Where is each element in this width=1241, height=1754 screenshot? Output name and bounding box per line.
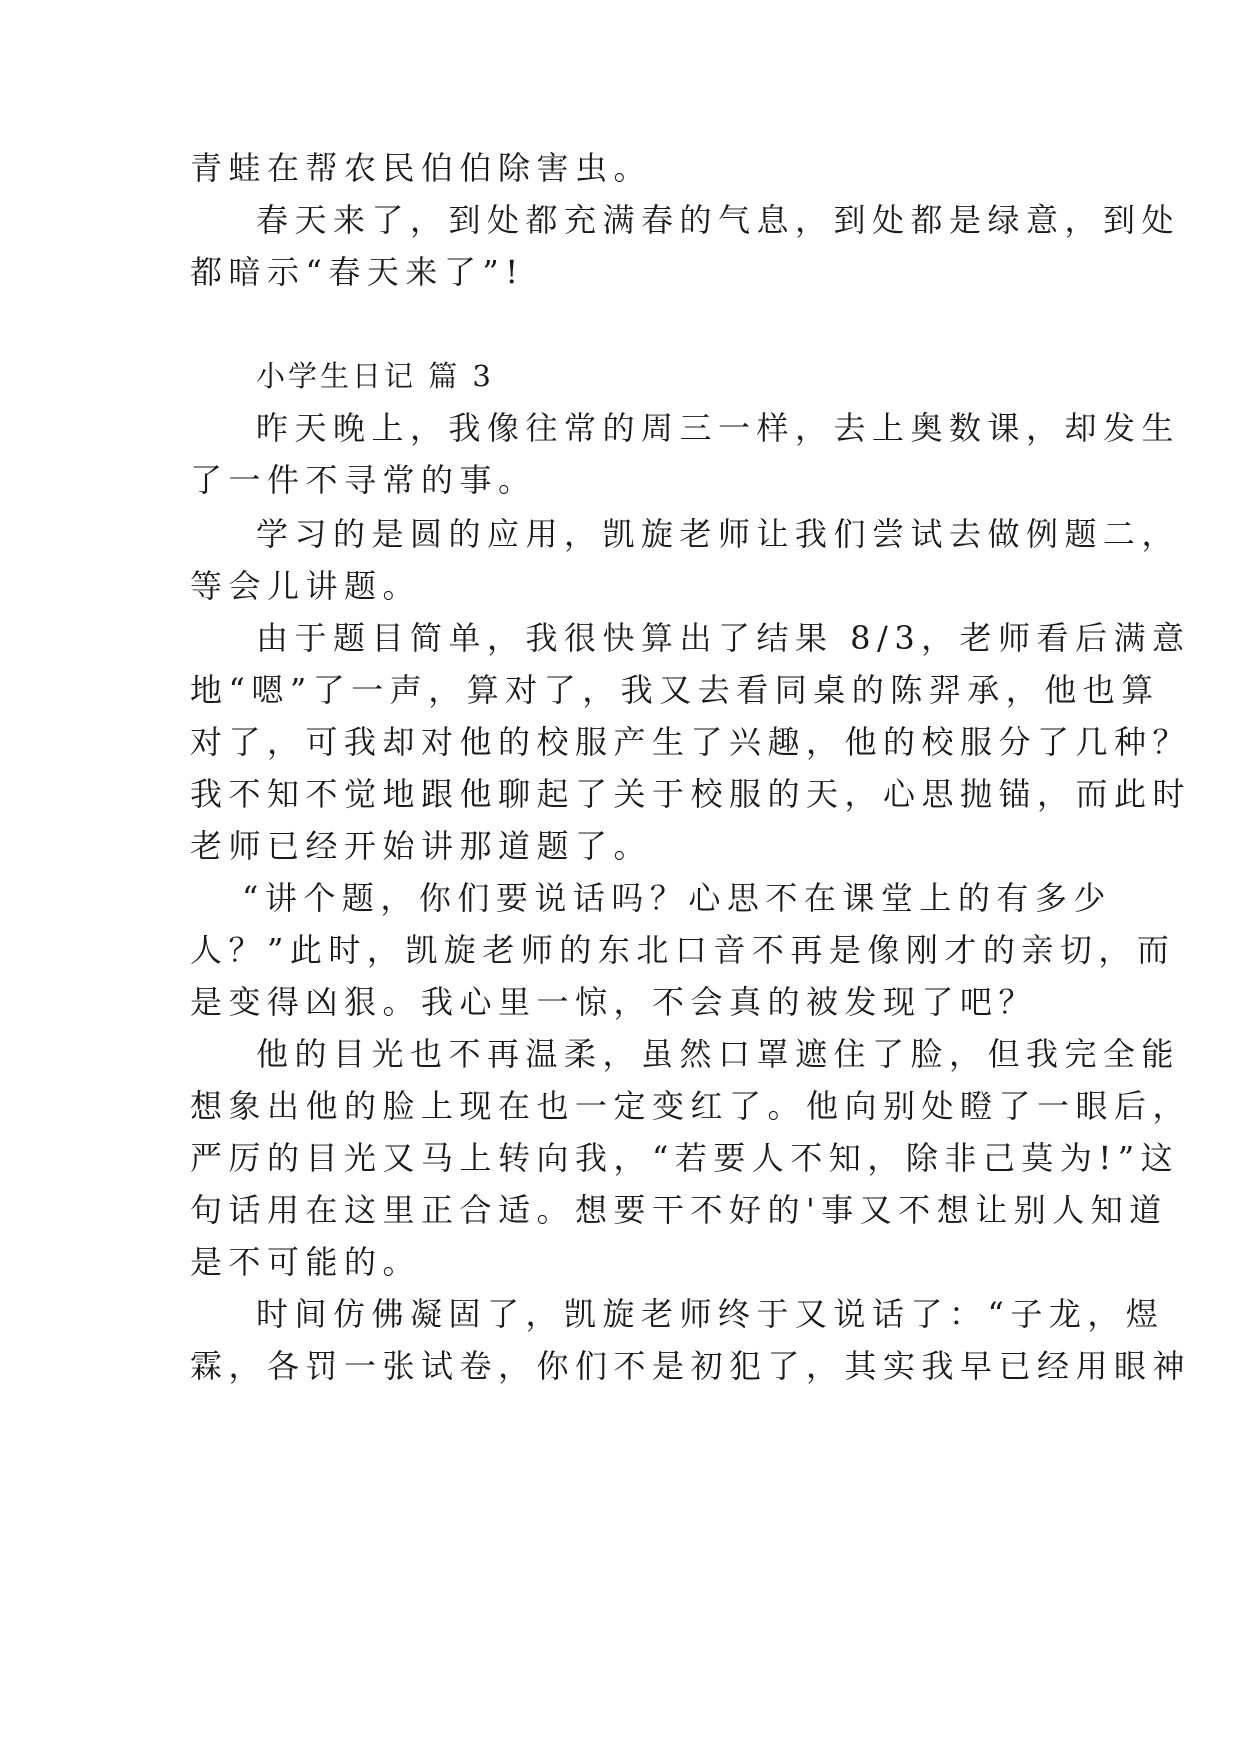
paragraph-line: 学习的是圆的应用，凯旋老师让我们尝试去做例题二， (256, 515, 1181, 553)
paragraph-line: 霖，各罚一张试卷，你们不是初犯了，其实我早已经用眼神 (190, 1347, 1192, 1385)
paragraph-line: 等会儿讲题。 (190, 567, 422, 605)
paragraph-line: 由于题目简单，我很快算出了结果 8/3，老师看后满意 (256, 619, 1191, 657)
paragraph-line: 句话用在这里正合适。想要干不好的'事又不想让别人知道 (190, 1191, 1168, 1229)
paragraph-line: 青蛙在帮农民伯伯除害虫。 (190, 149, 653, 187)
paragraph-line: 人？”此时，凯旋老师的东北口音不再是像刚才的亲切，而 (190, 931, 1176, 969)
paragraph-line: “讲个题，你们要说话吗？心思不在课堂上的有多少 (242, 879, 1112, 917)
paragraph-line: 我不知不觉地跟他聊起了关于校服的天，心思抛锚，而此时 (190, 775, 1192, 813)
section-heading: 小学生日记 篇 3 (256, 359, 494, 393)
paragraph-line: 都暗示“春天来了”! (190, 253, 525, 291)
paragraph-line: 是不可能的。 (190, 1243, 422, 1281)
paragraph-line: 春天来了，到处都充满春的气息，到处都是绿意，到处 (256, 201, 1181, 239)
paragraph-line: 想象出他的脸上现在也一定变红了。他向别处瞪了一眼后， (190, 1087, 1192, 1125)
paragraph-line: 严厉的目光又马上转向我，“若要人不知，除非己莫为!”这 (190, 1139, 1180, 1177)
paragraph-line: 昨天晚上，我像往常的周三一样，去上奥数课，却发生 (256, 409, 1181, 447)
paragraph-line: 时间仿佛凝固了，凯旋老师终于又说话了：“子龙，煜 (256, 1295, 1165, 1333)
paragraph-line: 了一件不寻常的事。 (190, 461, 537, 499)
paragraph-line: 老师已经开始讲那道题了。 (190, 827, 653, 865)
paragraph-line: 对了，可我却对他的校服产生了兴趣，他的校服分了几种？ (190, 723, 1192, 761)
paragraph-line: 他的目光也不再温柔，虽然口罩遮住了脸，但我完全能 (256, 1035, 1181, 1073)
paragraph-line: 地“嗯”了一声，算对了，我又去看同桌的陈羿承，他也算 (190, 671, 1160, 709)
paragraph-line: 是变得凶狠。我心里一惊，不会真的被发现了吧？ (190, 983, 1038, 1021)
